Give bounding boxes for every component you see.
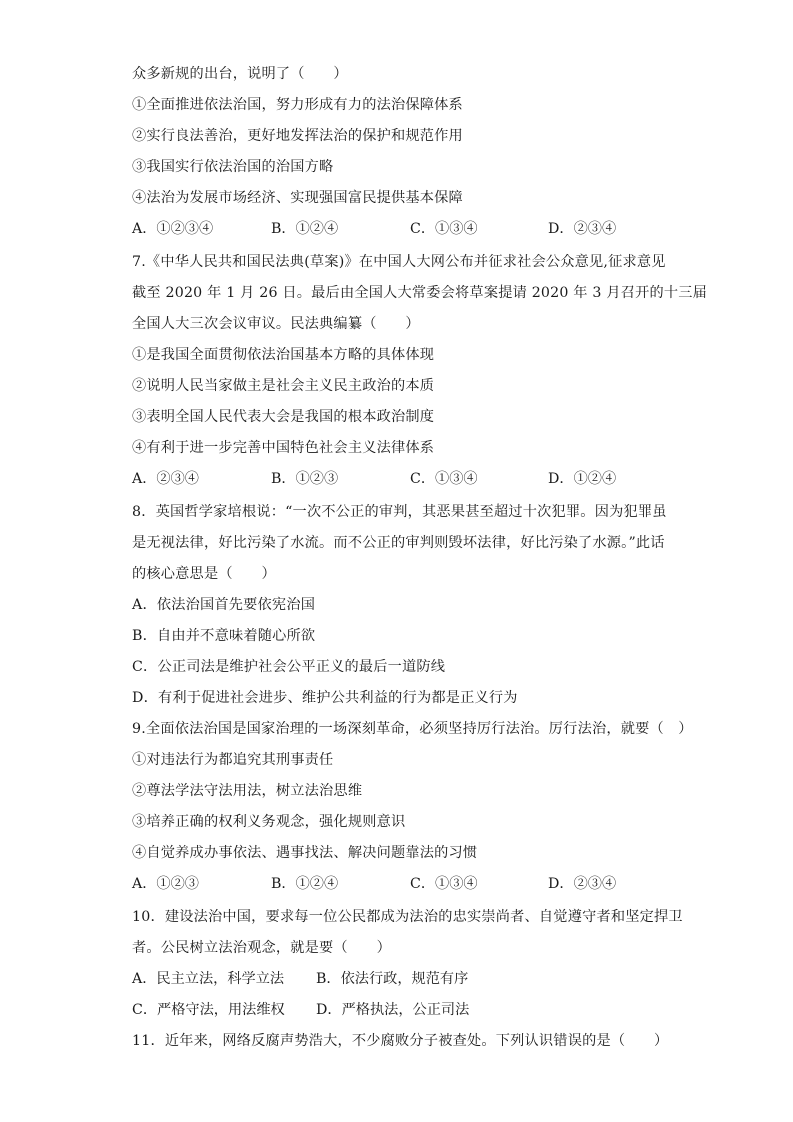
q6-option-d: D．②③④ — [548, 221, 617, 237]
q7-option-d: D．①②④ — [548, 471, 617, 487]
q7-stem-line-3: 全国人大三次会议审议。民法典编纂（ ） — [132, 316, 420, 332]
q8-option-a: A．依法治国首先要依宪治国 — [132, 597, 316, 613]
q9-item-2: ②尊法学法守法用法，树立法治思维 — [132, 783, 363, 799]
q9-option-b: B．①②④ — [271, 876, 339, 892]
q9-item-1: ①对违法行为都追究其刑事责任 — [132, 752, 334, 768]
q6-option-a: A．①②③④ — [132, 221, 214, 237]
q8-stem-line-1: 8．英国哲学家培根说：“一次不公正的审判，其恶果甚至超过十次犯罪。因为犯罪虽 — [132, 504, 667, 520]
q9-options — [132, 874, 652, 894]
q7-item-3: ③表明全国人民代表大会是我国的根本政治制度 — [132, 409, 435, 425]
q8-option-d: D．有利于促进社会进步、维护公共利益的行为都是正义行为 — [132, 690, 518, 706]
q10-stem-line-2: 者。公民树立法治观念，就是要（ ） — [132, 940, 391, 956]
q10-option-b: B．依法行政，规范有序 — [316, 971, 469, 987]
q7-option-c: C．①③④ — [410, 471, 478, 487]
q7-stem-line-2: 截至 2020 年 1 月 26 日。最后由全国人大常委会将草案提请 2020 年 3 月召开的十三届 — [132, 285, 708, 301]
q7-item-4: ④有利于进一步完善中国特色社会主义法律体系 — [132, 440, 435, 456]
q10-options-row-2 — [132, 1000, 652, 1020]
q6-item-2: ②实行良法善治，更好地发挥法治的保护和规范作用 — [132, 128, 463, 144]
q9-item-3: ③培养正确的权利义务观念，强化规则意识 — [132, 814, 406, 830]
q10-stem-line-1: 10．建设法治中国，要求每一位公民都成为法治的忠实崇尚者、自觉遵守者和坚定捍卫 — [132, 909, 683, 925]
q10-option-a: A．民主立法，科学立法 — [132, 971, 285, 987]
q9-option-a: A．①②③ — [132, 876, 199, 892]
q7-stem-line-1: 7.《中华人民共和国民法典(草案)》在中国人大网公布并征求社会公众意见,征求意见 — [132, 254, 666, 270]
q7-item-1: ①是我国全面贯彻依法治国基本方略的具体体现 — [132, 347, 435, 363]
q7-option-a: A．②③④ — [132, 471, 199, 487]
q7-option-b: B．①②③ — [271, 471, 339, 487]
q9-option-c: C．①③④ — [410, 876, 478, 892]
q9-item-4: ④自觉养成办事依法、遇事找法、解决问题靠法的习惯 — [132, 845, 478, 861]
q9-stem-line-1: 9.全面依法治国是国家治理的一场深刻革命，必须坚持厉行法治。厉行法治，就要（ ） — [132, 721, 693, 737]
q9-option-d: D．②③④ — [548, 876, 617, 892]
q6-option-b: B．①②④ — [271, 221, 339, 237]
q10-option-c: C．严格守法，用法维权 — [132, 1002, 285, 1018]
q6-stem-tail: 众多新规的出台，说明了（ ） — [132, 66, 348, 82]
q10-option-d: D．严格执法，公正司法 — [316, 1002, 470, 1018]
q8-stem-line-3: 的核心意思是（ ） — [132, 566, 276, 582]
q7-item-2: ②说明人民当家做主是社会主义民主政治的本质 — [132, 378, 435, 394]
q8-option-c: C．公正司法是维护社会公平正义的最后一道防线 — [132, 659, 446, 675]
q10-options-row-1 — [132, 969, 652, 989]
q6-option-c: C．①③④ — [410, 221, 478, 237]
q6-options — [132, 219, 652, 239]
q8-option-b: B．自由并不意味着随心所欲 — [132, 628, 316, 644]
q7-options — [132, 469, 652, 489]
q6-item-1: ①全面推进依法治国，努力形成有力的法治保障体系 — [132, 97, 463, 113]
q6-item-4: ④法治为发展市场经济、实现强国富民提供基本保障 — [132, 190, 463, 206]
q6-item-3: ③我国实行依法治国的治国方略 — [132, 159, 334, 175]
q11-stem-line-1: 11．近年来，网络反腐声势浩大，不少腐败分子被查处。下列认识错误的是（ ） — [132, 1033, 669, 1049]
q8-stem-line-2: 是无视法律，好比污染了水流。而不公正的审判则毁坏法律，好比污染了水源。”此话 — [132, 535, 665, 551]
